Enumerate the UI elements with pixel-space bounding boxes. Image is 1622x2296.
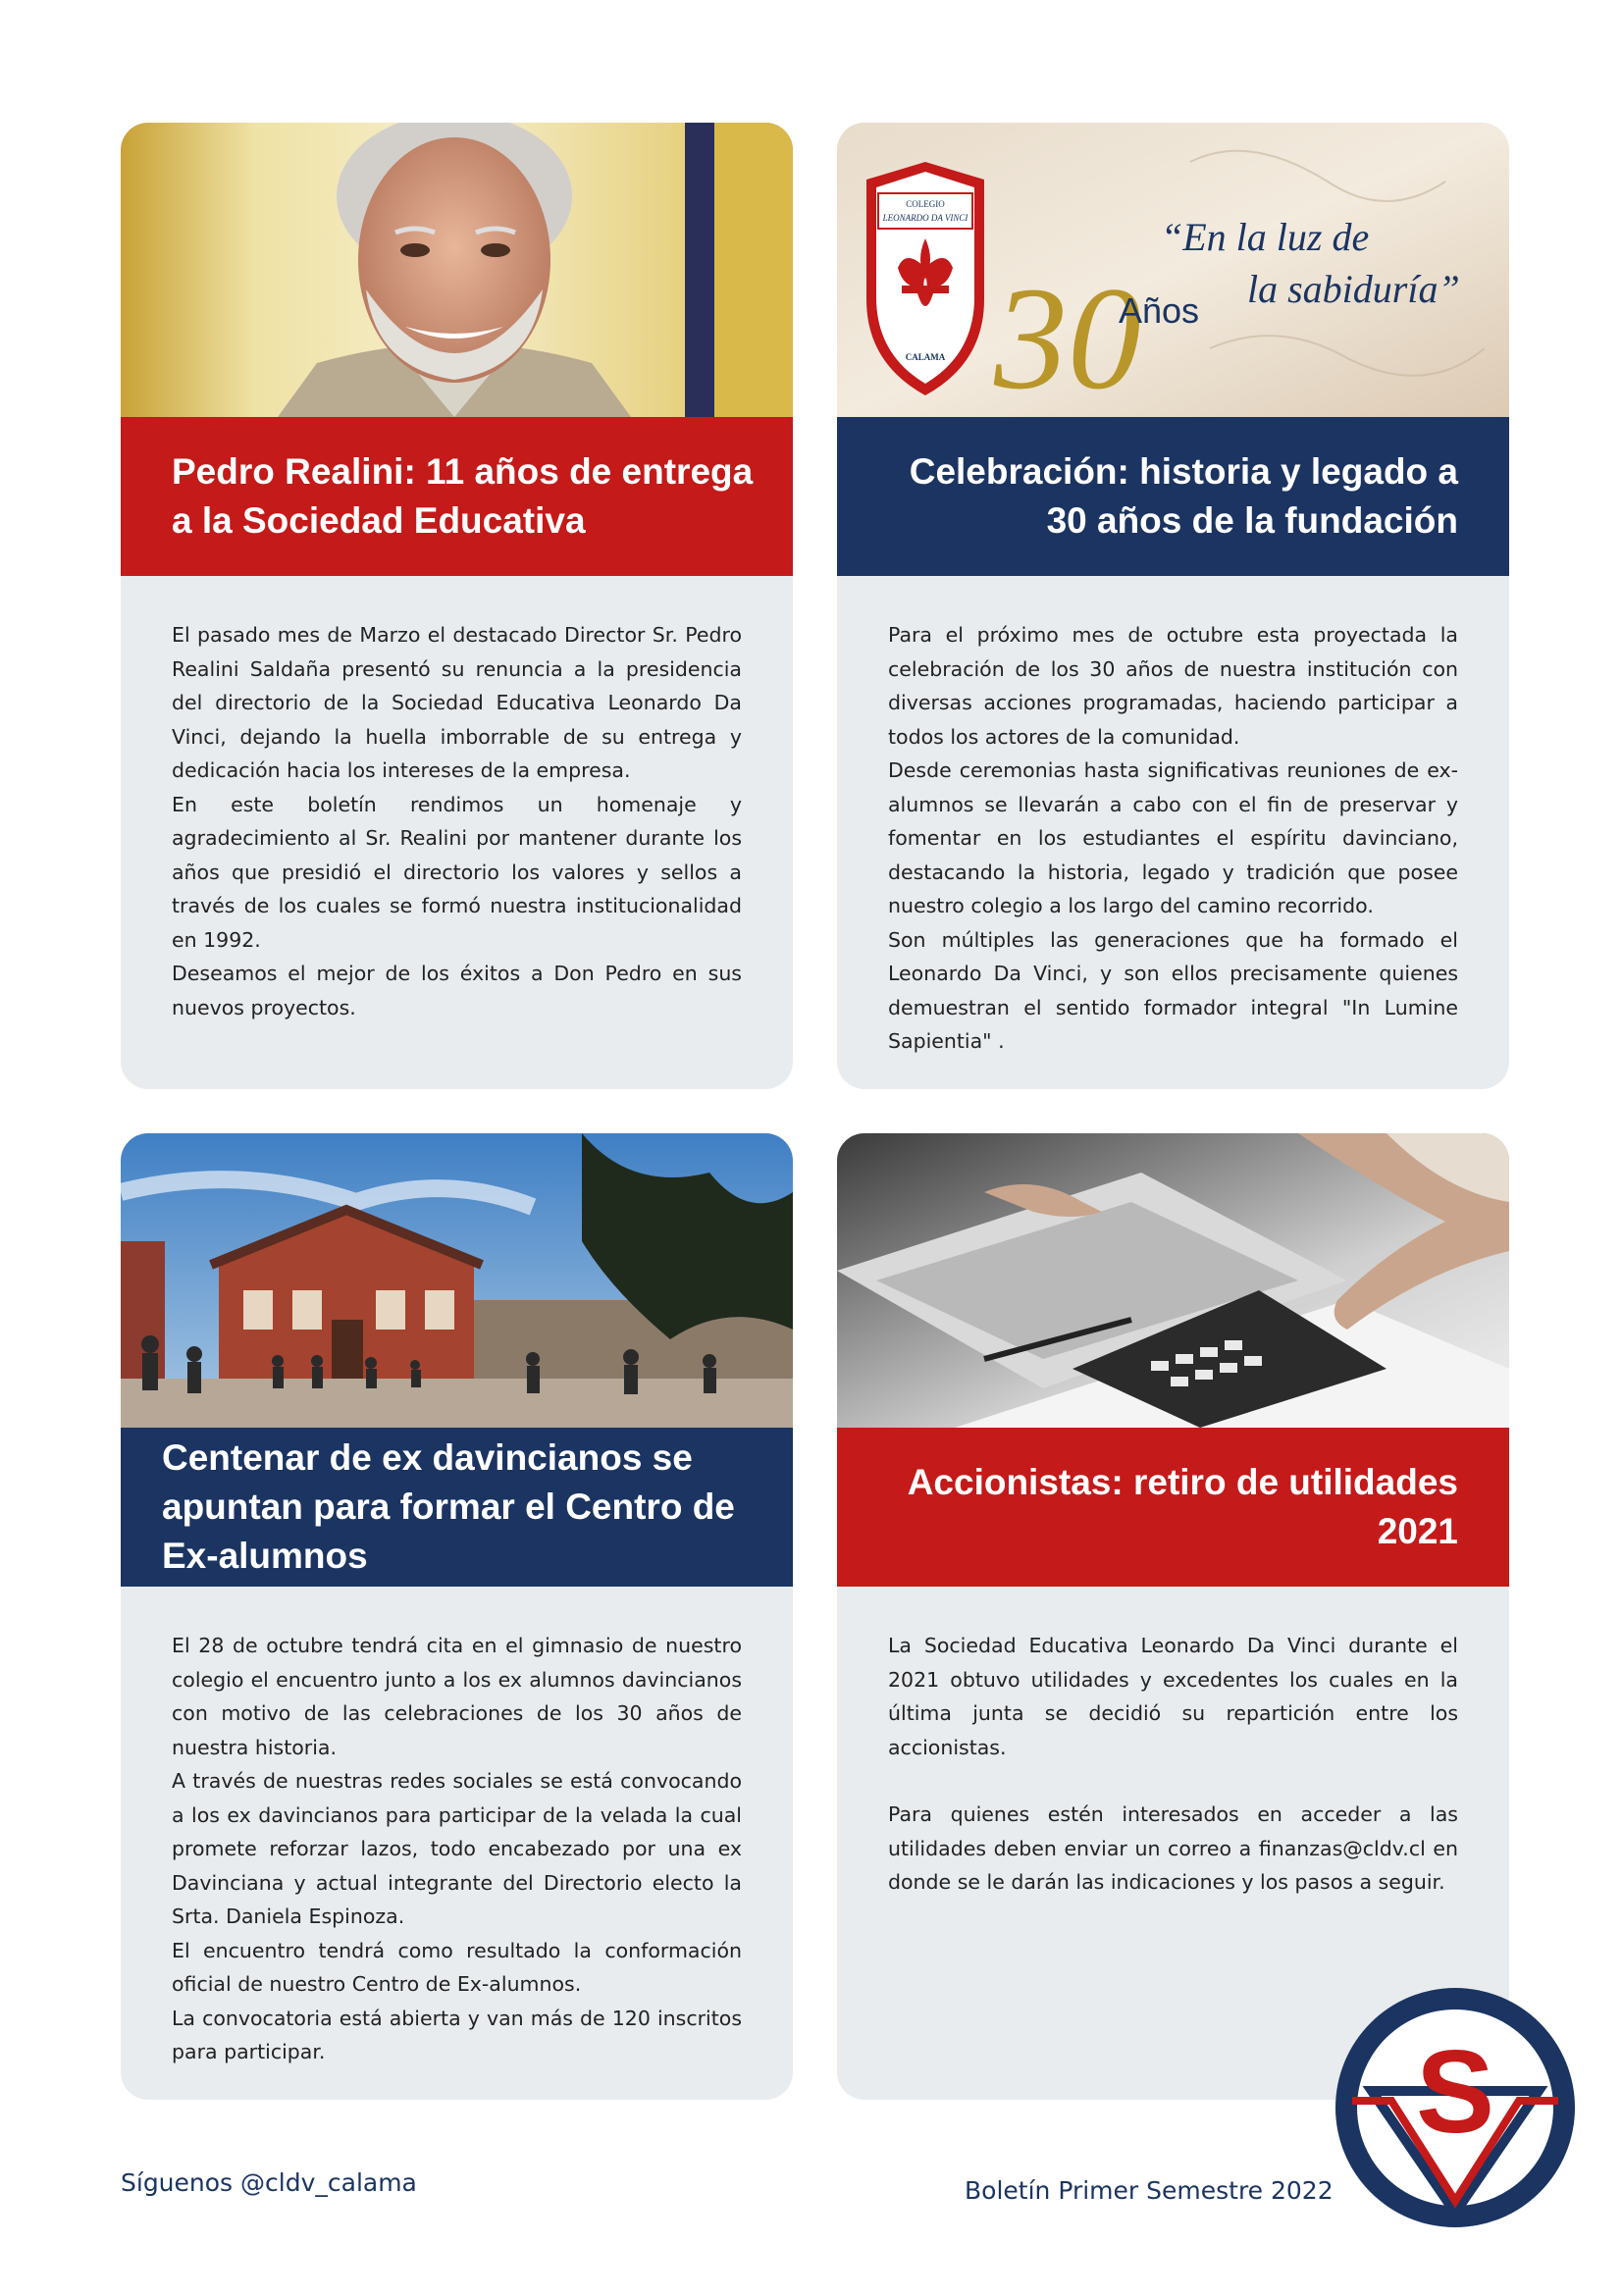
anniversary-graphic — [837, 123, 1509, 417]
calculator-image — [837, 1133, 1509, 1428]
crest-line1: COLEGIO — [906, 199, 945, 209]
paragraph: Son múltiples las generaciones que ha formado el Leonardo Da Vinci, y son ellos precisamente quienes demuestran el sentido formador integral "In Lumine Sapientia" . — [888, 927, 1458, 1053]
article-title: Centenar de ex davincianos se apuntan para formar el Centro de Ex-alumnos — [121, 1428, 793, 1587]
article-title: Celebración: historia y legado a 30 años de la fundación — [837, 417, 1509, 576]
anniversary-image — [837, 123, 1509, 417]
paragraph: A través de nuestras redes sociales se está convocando a los ex davincianos para participar de la velada la cual promete reforzar lazos, todo encabezado por una ex Davinciana y actual integrante del Directorio electo la Srta. Daniela Espinoza. — [172, 1769, 742, 1928]
article-body — [888, 1629, 1458, 1900]
anniversary-number: 30 — [994, 257, 1141, 417]
sv-logo — [1333, 1985, 1578, 2230]
bulletin-label: Boletín Primer Semestre 2022 — [965, 2176, 1334, 2205]
crest-line2: LEONARDO DA VINCI — [882, 213, 968, 223]
school-image — [121, 1133, 793, 1428]
paragraph: El 28 de octubre tendrá cita en el gimnasio de nuestro colegio el encuentro junto a los ex alumnos davincianos con motivo de las celebraciones de los 30 años de nuestra historia. — [172, 1634, 742, 1759]
article-card-realini — [121, 123, 793, 1089]
crest-city: CALAMA — [905, 352, 946, 362]
article-card-accionistas — [837, 1133, 1509, 2100]
paragraph: La convocatoria está abierta y van más de 120 inscritos para participar. — [172, 2006, 742, 2063]
paragraph: En este boletín rendimos un homenaje y agradecimiento al Sr. Realini por mantener durante los años que presidió el directorio los valores y sellos a través de los cuales se formó nuestra institucionalidad en 1992. — [172, 792, 742, 952]
paragraph: Para el próximo mes de octubre esta proyectada la celebración de los 30 años de nuestra institución con diversas acciones programadas, haciendo participar a todos los actores de la comunidad. — [888, 623, 1458, 749]
paragraph: El pasado mes de Marzo el destacado Director Sr. Pedro Realini Saldaña presentó su renuncia a la presidencia del directorio de la Sociedad Educativa Leonardo Da Vinci, dejando la huella imborrable de su entrega y dedicación hacia los intereses de la empresa. — [172, 623, 742, 782]
article-body — [172, 1629, 742, 2069]
motto-line2: la sabiduría” — [1247, 267, 1460, 311]
article-card-exalumnos — [121, 1133, 793, 2100]
article-title: Accionistas: retiro de utilidades 2021 — [837, 1428, 1509, 1587]
paragraph: Deseamos el mejor de los éxitos a Don Pedro en sus nuevos proyectos. — [172, 962, 742, 1019]
paragraph: Desde ceremonias hasta significativas reuniones de ex-alumnos se llevarán a cabo con el fin de preservar y fomentar en los estudiantes el espíritu davinciano, destacando la historia, legado y tradición que posee nuestro colegio a los largo del camino recorrido. — [888, 758, 1458, 917]
article-body — [172, 618, 742, 1024]
school-photo — [121, 1133, 793, 1428]
paragraph: El encuentro tendrá como resultado la conformación oficial de nuestro Centro de Ex-alumnos. — [172, 1938, 742, 1996]
paragraph: Para quienes estén interesados en acceder a las utilidades deben enviar un correo a finanzas@cldv.cl en donde se le darán las indicaciones y los pasos a seguir. — [888, 1802, 1458, 1894]
article-body — [888, 618, 1458, 1059]
article-title: Pedro Realini: 11 años de entrega a la Sociedad Educativa — [121, 417, 793, 576]
portrait-photo — [121, 123, 793, 417]
motto-line1: “En la luz de — [1161, 215, 1370, 259]
calculator-photo — [837, 1133, 1509, 1428]
social-handle: Síguenos @cldv_calama — [121, 2168, 417, 2197]
portrait-image — [121, 123, 793, 417]
article-card-celebracion — [837, 123, 1509, 1089]
anniversary-years: Años — [1119, 290, 1200, 331]
logo-letter-s: S — [1415, 2026, 1495, 2158]
paragraph: La Sociedad Educativa Leonardo Da Vinci durante el 2021 obtuvo utilidades y excedentes los cuales en la última junta se decidió su repartición entre los accionistas. — [888, 1634, 1458, 1759]
